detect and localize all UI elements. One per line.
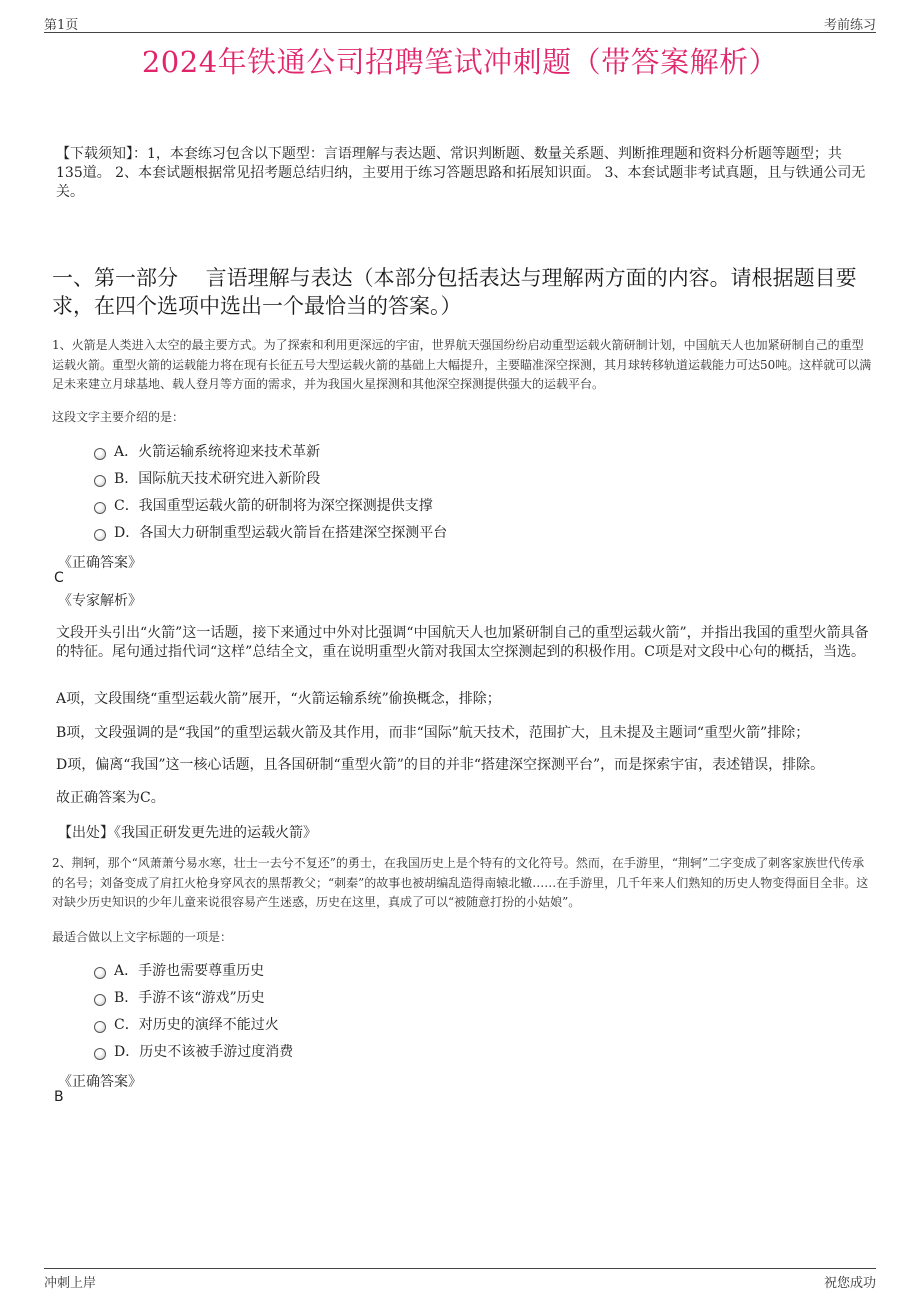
option-label: B．国际航天技术研究进入新阶段	[114, 471, 321, 487]
header-tag: 考前练习	[823, 18, 876, 33]
option-label: C．我国重型运载火箭的研制将为深空探测提供支撑	[114, 498, 433, 514]
radio-icon[interactable]	[94, 529, 106, 541]
question-1-answer: C	[54, 570, 64, 586]
question-2-text: 2、荆轲，那个“风萧萧兮易水寒，壮士一去兮不复还”的勇士，在我国历史上是个特有的文化符号。然而，在手游里，“荆轲”二字变成了刺客家族世代传承的名号；刘备变成了肩扛火枪身穿风衣的黑帮教父；“刺秦”的故事也被胡编乱造得南辕北辙……在手游里，几千年来人们熟知的历史人物变得面目全非。这对缺少历史知识的少年儿童来说很容易产生迷惑，历史在这里，真成了可以“被随意打扮的小姑娘”。	[52, 856, 869, 909]
radio-icon[interactable]	[94, 1048, 106, 1060]
radio-icon[interactable]	[94, 994, 106, 1006]
option-label: B．手游不该“游戏”历史	[114, 990, 265, 1006]
question-1-option-a[interactable]	[94, 441, 320, 461]
analysis-paragraph: D项，偏离“我国”这一核心话题，且各国研制“重型火箭”的目的并非“搭建深空探测平台”，而是探索宇宙，表述错误，排除。	[56, 757, 825, 773]
option-label: D．各国大力研制重型运载火箭旨在搭建深空探测平台	[114, 525, 448, 541]
section-heading: 一、第一部分 言语理解与表达（本部分包括表达与理解两方面的内容。请根据题目要求，在四个选项中选出一个最恰当的答案。）	[52, 266, 857, 318]
document-title: 2024年铁通公司招聘笔试冲刺题（带答案解析）	[141, 45, 779, 79]
radio-icon[interactable]	[94, 967, 106, 979]
option-label: C．对历史的演绎不能过火	[114, 1017, 279, 1033]
footer-right: 祝您成功	[823, 1276, 876, 1291]
question-2-option-b[interactable]	[94, 987, 265, 1007]
question-1-analysis-label: 《专家解析》	[58, 593, 142, 609]
question-1-option-d[interactable]	[94, 522, 447, 542]
radio-icon[interactable]	[94, 1021, 106, 1033]
option-label: D．历史不该被手游过度消费	[114, 1044, 294, 1060]
page-number: 第1页	[44, 18, 79, 33]
option-label: A．手游也需要尊重历史	[114, 963, 265, 979]
analysis-paragraph: B项，文段强调的是“我国”的重型运载火箭及其作用，而非“国际”航天技术，范围扩大，且未提及主题词“重型火箭”排除；	[56, 725, 810, 741]
question-2-answer-label: 《正确答案》	[58, 1074, 142, 1090]
question-2-answer: B	[54, 1089, 64, 1105]
radio-icon[interactable]	[94, 502, 106, 514]
question-1-source: 【出处】《我国正研发更先进的运载火箭》	[58, 825, 317, 841]
radio-icon[interactable]	[94, 448, 106, 460]
question-1-option-b[interactable]	[94, 468, 320, 488]
question-2-option-d[interactable]	[94, 1041, 293, 1061]
question-2-option-a[interactable]	[94, 960, 264, 980]
question-1-answer-label: 《正确答案》	[58, 555, 142, 571]
analysis-paragraph: 文段开头引出“火箭”这一话题，接下来通过中外对比强调“中国航天人也加紧研制自己的重型运载火箭”，并指出我国的重型火箭具备的特征。尾句通过指代词“这样”总结全文，重在说明重型火箭对我国太空探测起到的积极作用。C项是对文段中心句的概括，当选。	[56, 625, 869, 660]
footer-rule	[44, 1268, 876, 1269]
question-1-text: 1、火箭是人类进入太空的最主要方式。为了探索和利用更深远的宇宙，世界航天强国纷纷启动重型运载火箭研制计划，中国航天人也加紧研制自己的重型运载火箭。重型火箭的运载能力将在现有长征五号大型运载火箭的基础上大幅提升，主要瞄准深空探测，其月球转移轨道运载能力可达50吨。这样就可以满足未来建立月球基地、载人登月等方面的需求，并为我国火星探测和其他深空探测提供强大的运载平台。	[52, 338, 872, 391]
download-notice: 【下载须知】：1，本套练习包含以下题型：言语理解与表达题、常识判断题、数量关系题、判断推理题和资料分析题等题型；共135道。 2、本套试题根据常见招考题总结归纳，主要用于练习答题思路和拓展知识面。 3、本套试题非考试真题，且与铁通公司无关。	[56, 146, 866, 200]
question-1-option-c[interactable]	[94, 495, 433, 515]
footer-left: 冲刺上岸	[44, 1276, 97, 1291]
analysis-paragraph: A项，文段围绕“重型运载火箭”展开，“火箭运输系统”偷换概念，排除；	[56, 691, 501, 707]
header-rule	[44, 32, 876, 33]
question-2-option-c[interactable]	[94, 1014, 279, 1034]
question-2-prompt: 最适合做以上文字标题的一项是：	[52, 930, 233, 944]
analysis-conclusion: 故正确答案为C。	[56, 790, 165, 806]
radio-icon[interactable]	[94, 475, 106, 487]
option-label: A．火箭运输系统将迎来技术革新	[114, 444, 321, 460]
question-1-prompt: 这段文字主要介绍的是：	[52, 410, 185, 424]
